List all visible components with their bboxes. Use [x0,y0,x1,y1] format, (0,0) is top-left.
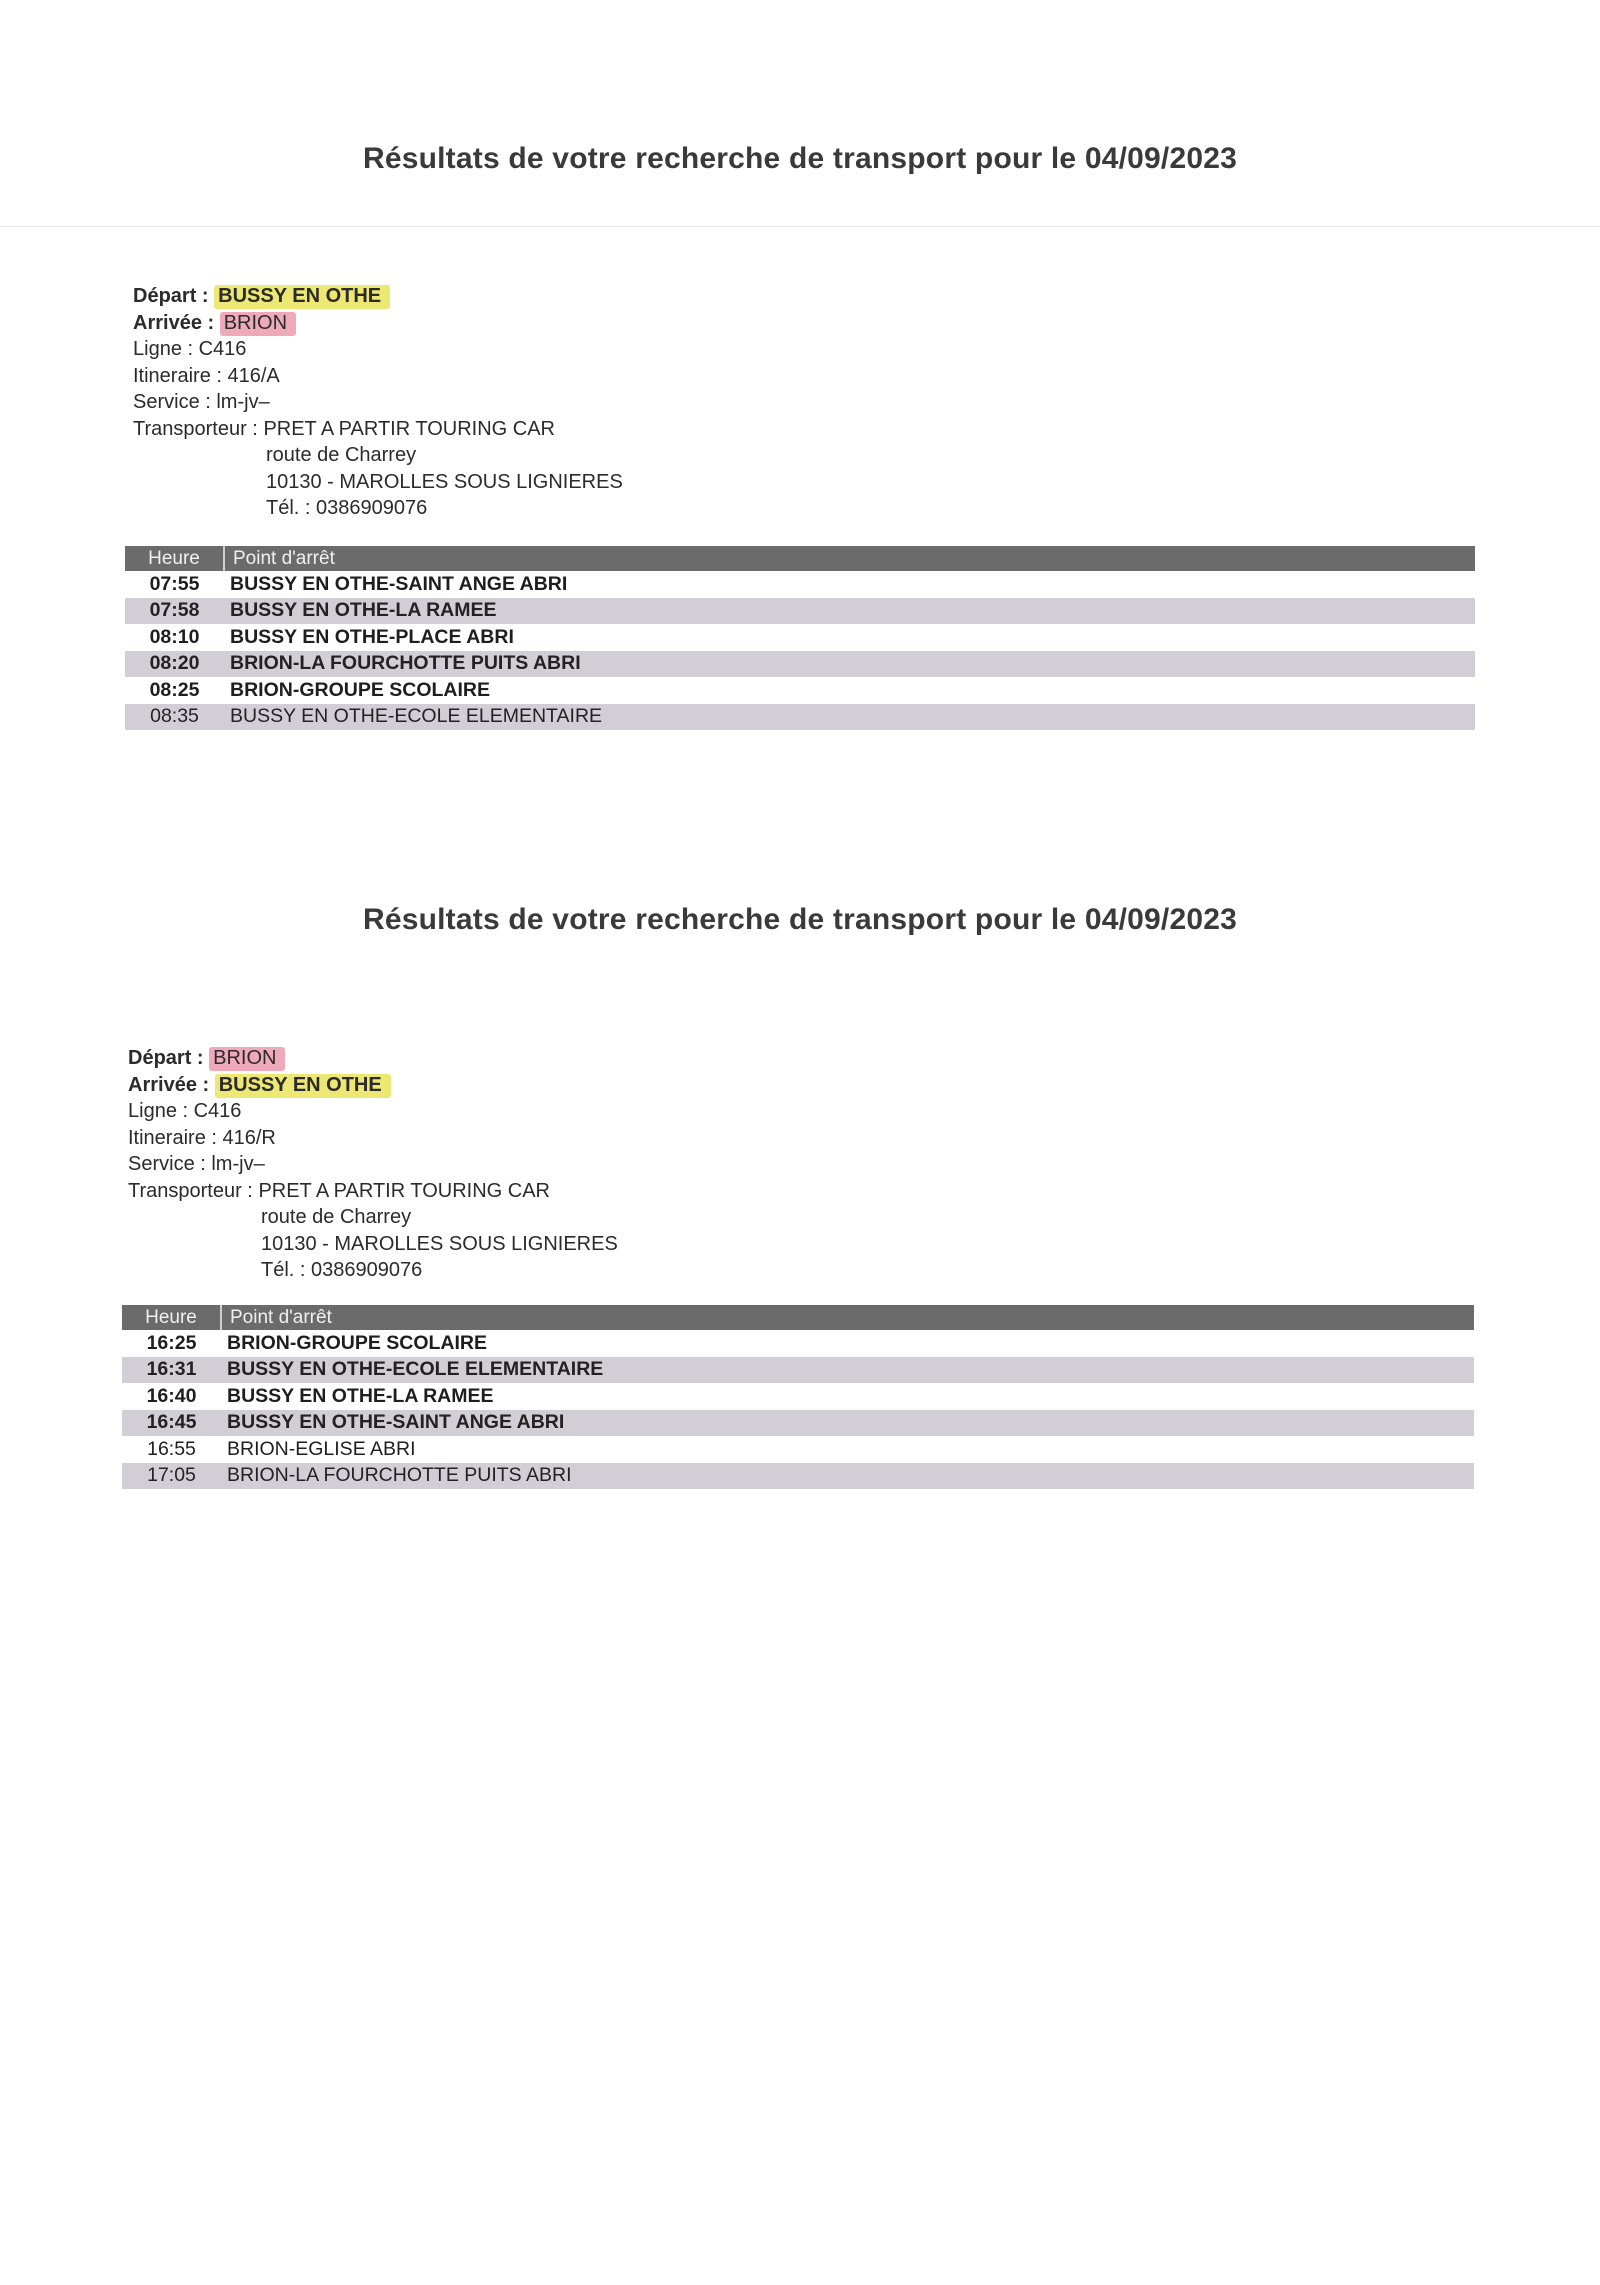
arrivee-row [128,1072,618,1099]
address-line2: 10130 - MAROLLES SOUS LIGNIERES [266,470,623,493]
phone: Tél. : 0386909076 [261,1259,423,1281]
table-row [122,1383,1474,1410]
page-title-return: Résultats de votre recherche de transport pour le 04/09/2023 [362,903,1238,936]
table-row [125,598,1475,625]
depart-label: Départ : [133,285,209,307]
arret-cell: BUSSY EN OTHE-SAINT ANGE ABRI [224,571,1475,598]
col-heure: Heure [125,546,224,571]
depart-value: BUSSY EN OTHE [214,285,390,309]
itineraire: Itineraire : 416/R [128,1126,276,1149]
heure-cell: 08:20 [125,651,224,678]
depart-value: BRION [209,1047,285,1071]
arrivee-label: Arrivée : [128,1073,210,1096]
address-line1: route de Charrey [266,444,417,466]
arret-cell: BRION-LA FOURCHOTTE PUITS ABRI [224,651,1475,678]
transporteur-row [133,416,623,443]
transporteur-label: Transporteur : [128,1179,253,1202]
phone: Tél. : 0386909076 [266,497,428,519]
table-header [122,1305,1474,1330]
heure-cell: 07:58 [125,598,224,625]
table-row [125,677,1475,704]
arret-cell: BUSSY EN OTHE-PLACE ABRI [224,624,1475,651]
arret-cell: BUSSY EN OTHE-ECOLE ELEMENTAIRE [221,1357,1474,1384]
schedule-table-return [122,1305,1474,1489]
arret-cell: BRION-LA FOURCHOTTE PUITS ABRI [221,1463,1474,1490]
table-row [122,1463,1474,1490]
arret-cell: BRION-GROUPE SCOLAIRE [224,677,1475,704]
arret-cell: BRION-GROUPE SCOLAIRE [221,1330,1474,1357]
arret-cell: BRION-EGLISE ABRI [221,1436,1474,1463]
page-title-outbound: Résultats de votre recherche de transport pour le 04/09/2023 [362,142,1238,175]
itineraire: Itineraire : 416/A [133,364,280,387]
transporteur-name: PRET A PARTIR TOURING CAR [263,417,555,440]
heure-cell: 17:05 [122,1463,221,1490]
arret-cell: BUSSY EN OTHE-SAINT ANGE ABRI [221,1410,1474,1437]
arret-cell: BUSSY EN OTHE-ECOLE ELEMENTAIRE [224,704,1475,731]
heure-cell: 08:25 [125,677,224,704]
service: Service : lm-jv– [133,391,270,413]
table-row [125,624,1475,651]
transporteur-row [128,1178,618,1205]
arret-cell: BUSSY EN OTHE-LA RAMEE [224,598,1475,625]
heure-cell: 16:31 [122,1357,221,1384]
table-row [122,1436,1474,1463]
heure-cell: 16:45 [122,1410,221,1437]
address-line2: 10130 - MAROLLES SOUS LIGNIERES [261,1232,618,1255]
heure-cell: 16:55 [122,1436,221,1463]
table-row [122,1357,1474,1384]
heure-cell: 16:40 [122,1383,221,1410]
transporteur-label: Transporteur : [133,417,258,440]
heure-cell: 08:10 [125,624,224,651]
depart-row [133,283,623,310]
ligne: Ligne : C416 [128,1100,242,1122]
depart-label: Départ : [128,1047,204,1069]
table-row [125,651,1475,678]
heure-cell: 16:25 [122,1330,221,1357]
arrivee-label: Arrivée : [133,311,215,334]
ligne: Ligne : C416 [133,338,247,360]
table-row [122,1410,1474,1437]
arret-cell: BUSSY EN OTHE-LA RAMEE [221,1383,1474,1410]
transporteur-name: PRET A PARTIR TOURING CAR [258,1179,550,1202]
heure-cell: 07:55 [125,571,224,598]
service: Service : lm-jv– [128,1153,265,1175]
table-row [125,704,1475,731]
trip-info-return [128,1045,618,1284]
col-arret: Point d'arrêt [221,1305,1474,1330]
arrivee-row [133,310,623,337]
address-line1: route de Charrey [261,1206,412,1228]
arrivee-value: BRION [220,312,296,336]
schedule-table-outbound [125,546,1475,730]
arrivee-value: BUSSY EN OTHE [215,1074,391,1098]
heure-cell: 08:35 [125,704,224,731]
divider [0,226,1600,227]
trip-info-outbound [133,283,623,522]
table-row [125,571,1475,598]
table-row [122,1330,1474,1357]
col-heure: Heure [122,1305,221,1330]
depart-row [128,1045,618,1072]
col-arret: Point d'arrêt [224,546,1475,571]
table-header [125,546,1475,571]
